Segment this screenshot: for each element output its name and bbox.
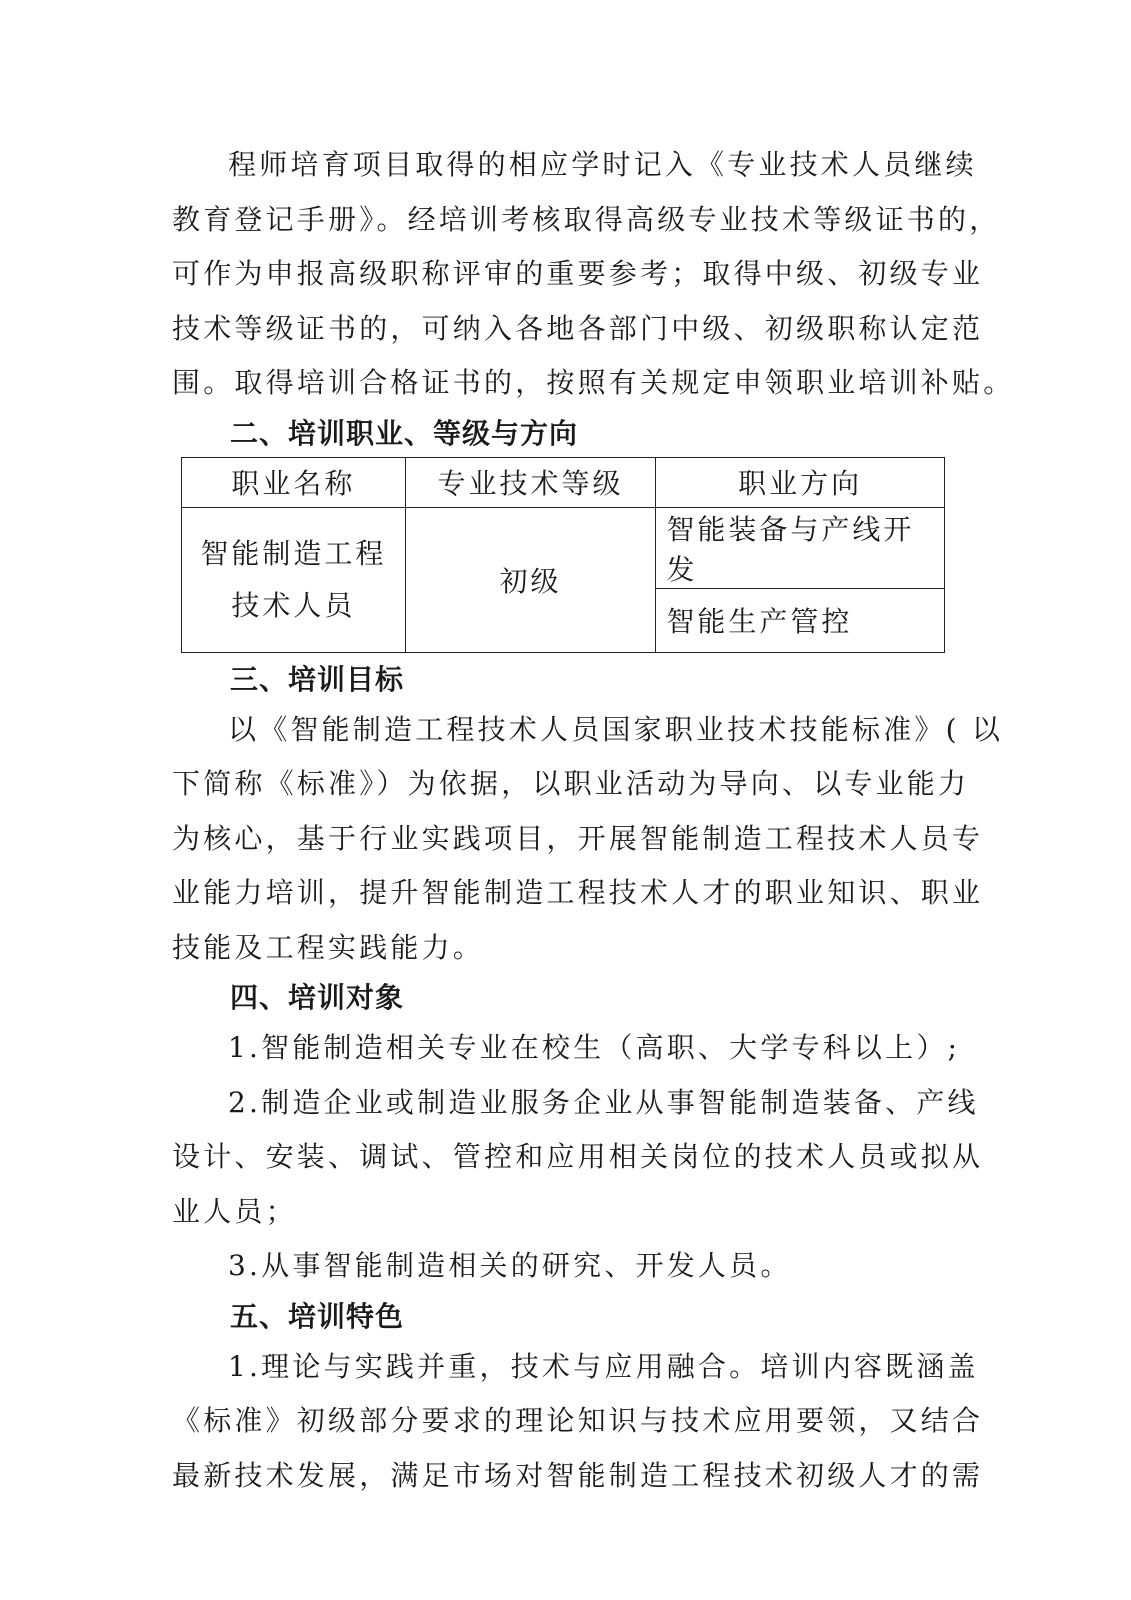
audience-item-2-line-3: 业人员； [172,1194,297,1228]
occupation-table [181,457,945,653]
features-line-3: 最新技术发展，满足市场对智能制造工程技术初级人才的需 [172,1458,984,1492]
occupation-name-cell [182,507,406,652]
section-heading-occupation: 二、培训职业、等级与方向 [230,416,579,450]
goal-line-5: 技能及工程实践能力。 [172,930,485,964]
intro-line-1: 程师培育项目取得的相应学时记入《专业技术人员继续 [228,148,977,181]
intro-line-5: 围。取得培训合格证书的，按照有关规定申领职业培训补贴。 [172,366,1015,399]
table-header-row [182,457,945,507]
intro-line-4: 技术等级证书的，可纳入各地各部门中级、初级职称认定范 [172,311,984,345]
occupation-name-line-2: 技术人员 [231,588,356,622]
table-row [182,507,945,588]
section-heading-audience: 四、培训对象 [230,981,405,1014]
section-heading-features: 五、培训特色 [230,1299,405,1333]
audience-item-3: 3.从事智能制造相关的研究、开发人员。 [228,1249,792,1282]
table-header-cell: 专业技术等级 [405,457,656,507]
goal-line-1: 以《智能制造工程技术人员国家职业技术技能标准》( 以 [228,712,1004,746]
document-body [172,138,1015,1503]
audience-item-2-line-2: 设计、安装、调试、管控和应用相关岗位的技术人员或拟从 [172,1140,984,1173]
occupation-name-line-1: 智能制造工程 [200,536,387,570]
features-line-2: 《标准》初级部分要求的理论知识与技术应用要领，又结合 [172,1404,984,1437]
level-cell: 初级 [405,507,656,652]
direction-cell: 智能装备与产线开发 [656,507,945,588]
goal-line-4: 业能力培训，提升智能制造工程技术人才的职业知识、职业 [172,876,984,909]
table-header-cell: 职业名称 [182,457,406,507]
audience-item-1: 1.智能制造相关专业在校生（高职、大学专科以上）; [228,1031,961,1064]
section-heading-goal: 三、培训目标 [230,662,405,696]
table-header-cell: 职业方向 [656,457,945,507]
goal-line-2: 下简称《标准》）为依据，以职业活动为导向、以专业能力 [172,767,970,800]
audience-item-2-line-1: 2.制造企业或制造业服务企业从事智能制造装备、产线 [228,1085,979,1119]
intro-line-3: 可作为申报高级职称评审的重要参考；取得中级、初级专业 [172,257,984,290]
direction-cell: 智能生产管控 [656,588,945,652]
features-line-1: 1.理论与实践并重，技术与应用融合。培训内容既涵盖 [228,1349,979,1383]
goal-line-3: 为核心，基于行业实践项目，开展智能制造工程技术人员专 [172,821,984,855]
intro-line-2: 教育登记手册》。经培训考核取得高级专业技术等级证书的， [172,202,1001,236]
